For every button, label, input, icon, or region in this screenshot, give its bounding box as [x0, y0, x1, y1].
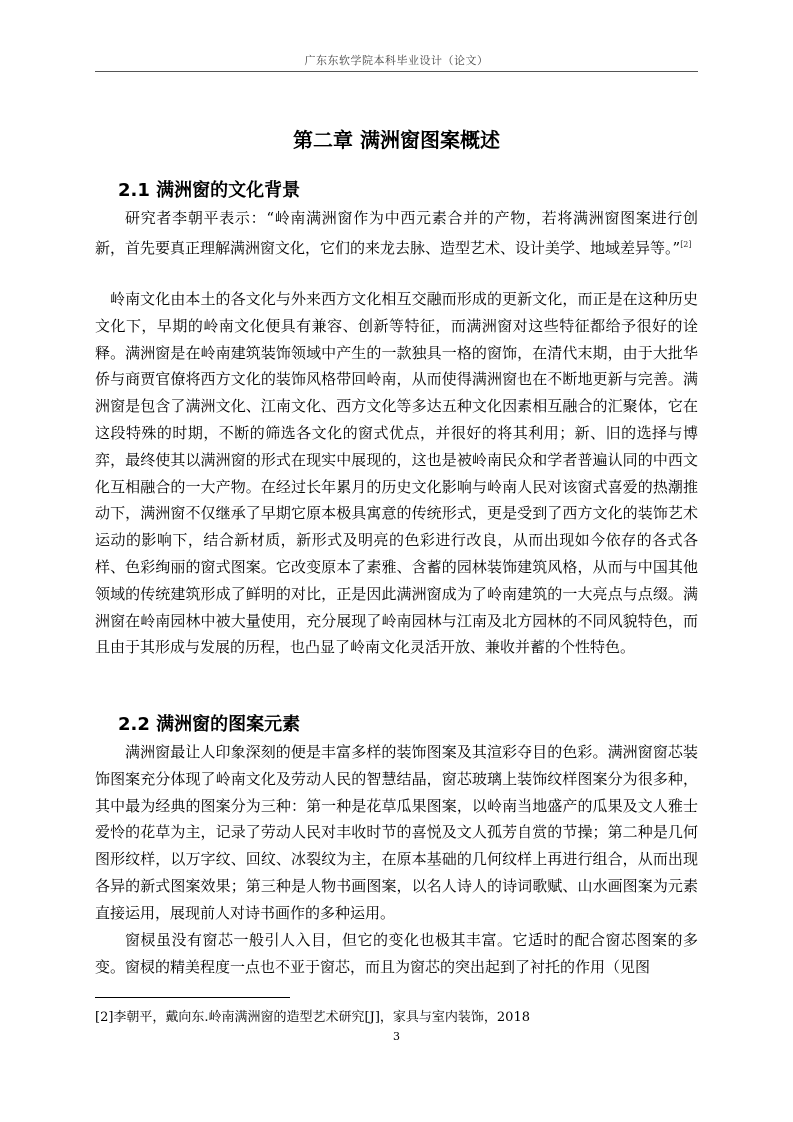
section-heading-2-2: 2.2 满洲窗的图案元素 — [118, 714, 301, 735]
paragraph-culture: 岭南文化由本土的各文化与外来西方文化相互交融而形成的更新文化，而正是在这种历史文化下，早期的岭南文化便具有兼容、创新等特征，而满洲窗对这些特征都给予很好的诠释。满洲窗是在岭南建筑装饰领域中产生的一款独具一格的窗饰，在清代末期，由于大批华侨与商贾官僚将西方文化的装饰风格带回岭南，从而使得满洲窗也在不断地更新与完善。满洲窗是包含了满洲文化、江南文化、西方文化等多达五种文化因素相互融合的汇聚体，它在这段特殊的时期，不断的筛选各文化的窗式优点，并很好的将其利用；新、旧的选择与博弈，最终使其以满洲窗的形式在现实中展现的，这也是被岭南民众和学者普遍认同的中西文化互相融合的一大产物。在经过长年累月的历史文化影响与岭南人民对该窗式喜爱的热潮推动下，满洲窗不仅继承了早期它原本极具寓意的传统形式，更是受到了西方文化的装饰艺术运动的影响下，结合新材质，新形式及明亮的色彩进行改良，从而出现如今依存的各式各样、色彩绚丽的窗式图案。它改变原本了素雅、含蓄的园林装饰建筑风格，从而与中国其他领域的传统建筑形成了鲜明的对比，正是因此满洲窗成为了岭南建筑的一大亮点与点缀。满洲窗在岭南园林中被大量使用，充分展现了岭南园林与江南及北方园林的不同风貌特色，而且由于其形成与发展的历程，也凸显了岭南文化灵活开放、兼收并蓄的个性特色。 — [95, 290, 698, 657]
header-divider — [95, 71, 698, 72]
citation-ref: [2] — [680, 239, 692, 249]
page-number: 3 — [393, 1030, 400, 1043]
paragraph-lattice: 窗棂虽没有窗芯一般引人入目，但它的变化也极其丰富。它适时的配合窗芯图案的多变。窗棂的精美程度一点也不亚于窗芯，而且为窗芯的突出起到了衬托的作用（见图 — [95, 931, 698, 976]
section-heading-2-1: 2.1 满洲窗的文化背景 — [118, 180, 301, 201]
paragraph-patterns: 满洲窗最让人印象深刻的便是丰富多样的装饰图案及其渲彩夺目的色彩。满洲窗窗芯装饰图案充分体现了岭南文化及劳动人民的智慧结晶，窗芯玻璃上装饰纹样图案分为很多种，其中最为经典的图案分为三种：第一种是花草瓜果图案，以岭南当地盛产的瓜果及文人雅士爱怜的花草为主，记录了劳动人民对丰收时节的喜悦及文人孤芳自赏的节操；第二种是几何图形纹样，以万字纹、回纹、冰裂纹为主，在原本基础的几何纹样上再进行组合，从而出现各异的新式图案效果；第三种是人物书画图案，以名人诗人的诗词歌赋、山水画图案为元素直接运用，展现前人对诗书画作的多种运用。 — [95, 743, 698, 922]
footnote: [2]李朝平，戴向东.岭南满洲窗的造型艺术研究[J]，家具与室内装饰，2018 — [95, 1010, 530, 1025]
paragraph-quote — [95, 205, 698, 262]
chapter-title: 第二章 满洲窗图案概述 — [293, 128, 500, 152]
footnote-divider — [95, 997, 290, 998]
running-header: 广东东软学院本科毕业设计（论文） — [304, 54, 489, 67]
paragraph-text: 研究者李朝平表示：“岭南满洲窗作为中西元素合并的产物，若将满洲窗图案进行创新，首先要真正理解满洲窗文化，它们的来龙去脉、造型艺术、设计美学、地域差异等。” — [95, 209, 698, 257]
